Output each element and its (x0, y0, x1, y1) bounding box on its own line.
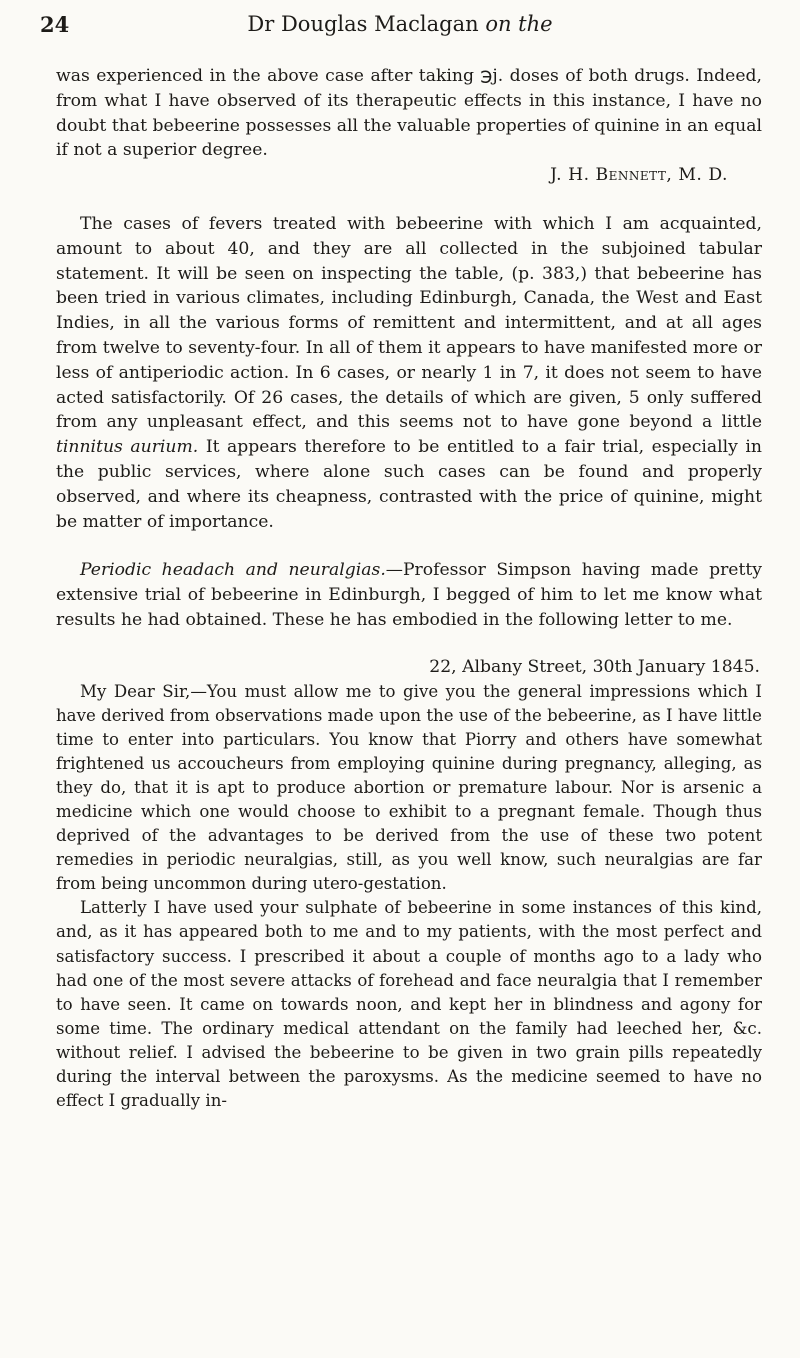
running-head (40, 12, 760, 36)
signature (56, 163, 762, 188)
letter-address: 22, Albany Street, 30th January 1845. (429, 656, 760, 677)
page-number: 24 (40, 12, 70, 37)
page-header (40, 12, 760, 42)
paragraph-headach-body: —Professor Simpson having made pretty extensive trial of bebeerine in Edinburgh, I begged of him to let me know what results he had obtained. These he has embodied in the following letter to me. (56, 560, 762, 630)
signature-initials: J. H. (550, 165, 590, 186)
signature-suffix: , M. D. (666, 165, 728, 186)
paragraph-fever-cases-a: The cases of fevers treated with bebeerine with which I am acquainted, amount to about 40, and they are all collected in the subjoined tabular statement. It will be seen on inspecting the table, (p. 383,) that bebeerine has been tried in various climates, including Edinburgh, Canada, the West and East Indies, in all the various forms of remittent and intermittent, and at all ages from twelve to seventy-four. In all of them it appears to have manifested more or less of antiperiodic action. In 6 cases, or nearly 1 in 7, it does not seem to have acted satisfactorily. Of 26 cases, the details of which are given, 5 only suffered from any unpleasant effect, and this seems not to have gone beyond a little (56, 213, 762, 433)
running-head-author: Dr Douglas Maclagan (247, 12, 479, 36)
paragraph-case-conclusion: was experienced in the above case after taking ℈j. doses of both drugs. Indeed, from what I have observed of its therapeutic effects in this instance, I have no doubt that bebeerine possesses all the valuable properties of quinine in an equal if not a superior degree. (56, 66, 762, 161)
paragraph-fever-cases (56, 212, 762, 534)
section-heading: Periodic headach and neuralgias. (80, 560, 386, 581)
running-head-italic: on the (485, 12, 553, 36)
page-body (56, 64, 762, 1113)
tinnitus-term: tinnitus aurium. (56, 437, 199, 458)
paragraph-fever-cases-b: It appears therefore to be entitled to a fair trial, especially in the public services, where alone such cases can be found and properly observed, and where its cheapness, contrasted with the price of quinine, might be matter of importance. (56, 437, 762, 532)
letter-paragraph-2: Latterly I have used your sulphate of bebeerine in some instances of this kind, and, as it has appeared both to me and to my patients, with the most perfect and satisfactory success. I prescribed it about a couple of months ago to a lady who had one of the most severe attacks of forehead and face neuralgia that I remember to have seen. It came on towards noon, and kept her in blindness and agony for some time. The ordinary medical attendant on the family had leeched her, &c. without relief. I advised the bebeerine to be given in two grain pills repeatedly during the interval between the paroxysms. As the medicine seemed to have no effect I gradually in- (56, 898, 762, 1111)
letter-paragraph-1: My Dear Sir,—You must allow me to give you the general impressions which I have derived from observations made upon the use of the bebeerine, as I have little time to enter into particulars. You know that Piorry and others have somewhat frightened us accoucheurs from employing quinine during pregnancy, alleging, as they do, that it is apt to produce abortion or premature labour. Nor is arsenic a medicine which one would choose to exhibit to a pregnant female. Though thus deprived of the advantages to be derived from the use of these two potent remedies in periodic neuralgias, still, as you well know, such neuralgias are far from being uncommon during utero-gestation. (56, 681, 762, 894)
signature-name: Bennett (595, 165, 667, 186)
paragraph-headach (56, 558, 762, 632)
